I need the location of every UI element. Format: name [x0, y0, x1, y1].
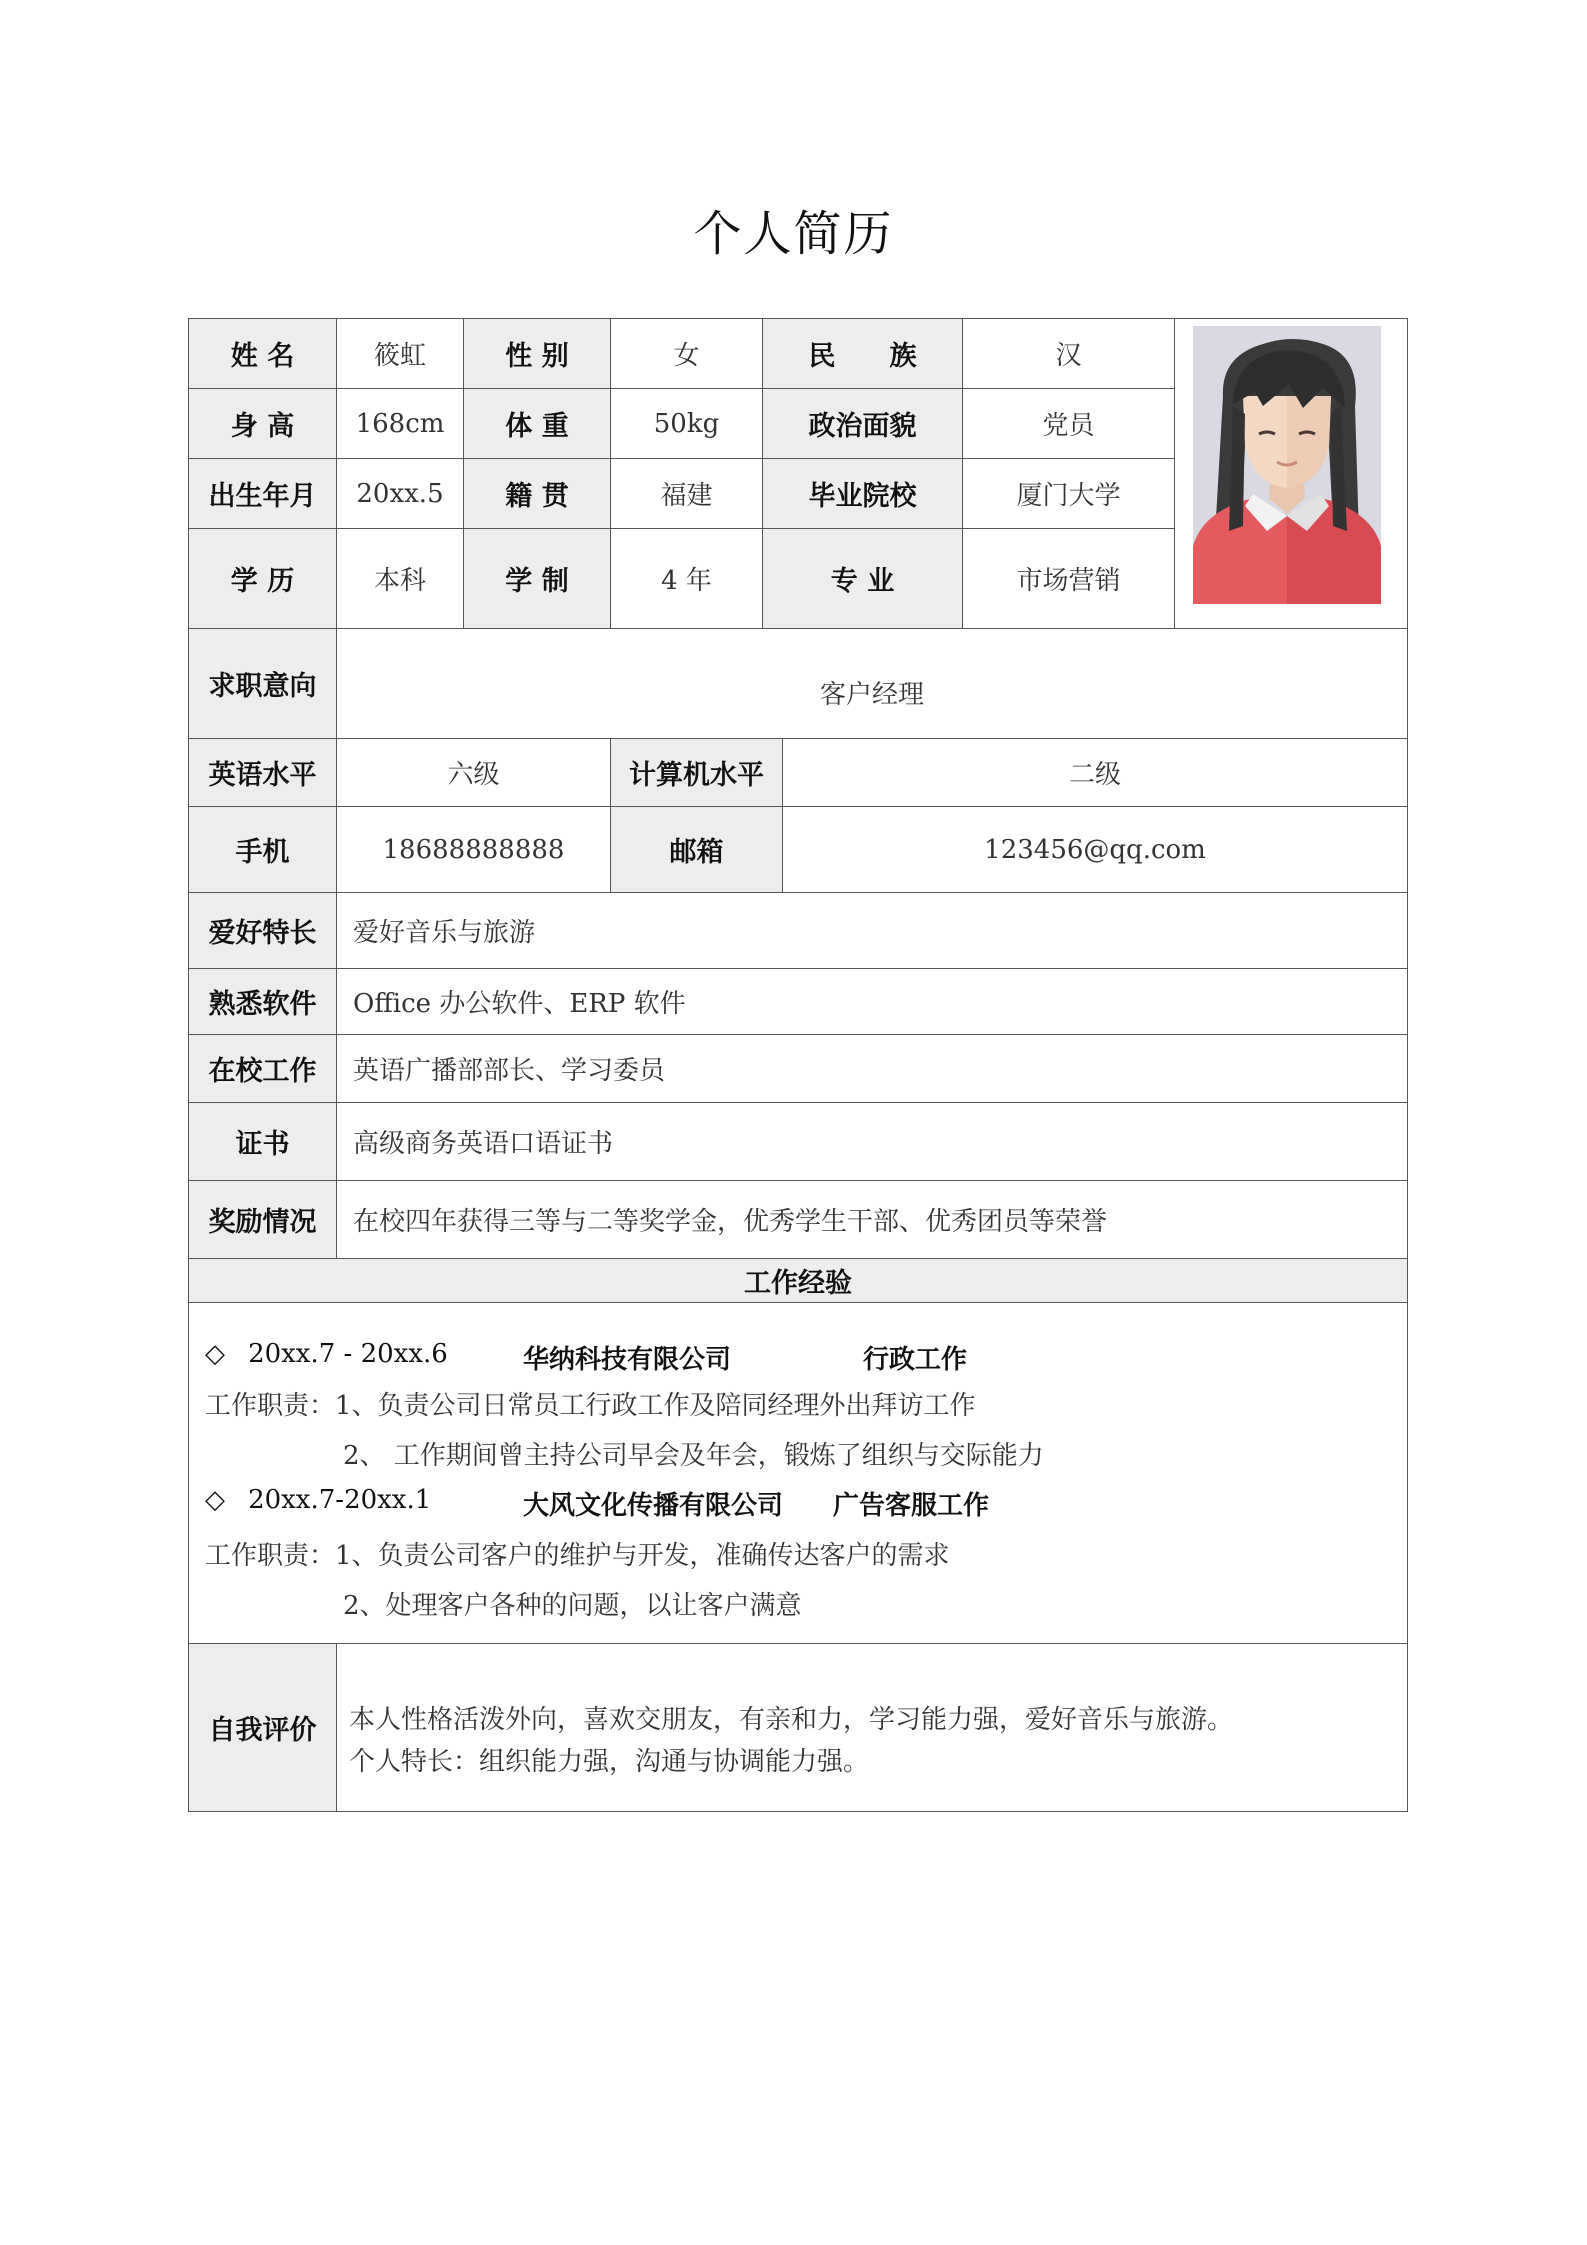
- job-2-duty-line-1: [205, 1535, 950, 1572]
- hobby-value: 爱好音乐与旅游: [337, 893, 1407, 969]
- ethnic-value: 汉: [963, 319, 1175, 389]
- diamond-bullet-icon: ◇: [205, 1485, 225, 1515]
- resume-table: [188, 318, 1408, 1812]
- major-label: 专 业: [763, 529, 963, 629]
- awards-label: 奖励情况: [189, 1181, 337, 1259]
- job-1-position: 行政工作: [863, 1345, 968, 1375]
- gender-value: 女: [611, 319, 763, 389]
- campus-value: 英语广播部部长、学习委员: [337, 1035, 1407, 1103]
- certificate-label: 证书: [189, 1103, 337, 1181]
- job-2-duty-1: 1、负责公司客户的维护与开发，准确传达客户的需求: [335, 1541, 950, 1571]
- software-value: Office 办公软件、ERP 软件: [337, 969, 1407, 1035]
- school-value: 厦门大学: [963, 459, 1175, 529]
- weight-label: 体 重: [464, 389, 611, 459]
- job-1-company: 华纳科技有限公司: [523, 1345, 732, 1375]
- job-1-duty-line-1: [205, 1385, 976, 1422]
- birth-label: 出生年月: [189, 459, 337, 529]
- name-label: 姓 名: [189, 319, 337, 389]
- native-value: 福建: [611, 459, 763, 529]
- english-label: 英语水平: [189, 739, 337, 807]
- photo-cell: [1175, 319, 1407, 629]
- duration-label: 学 制: [464, 529, 611, 629]
- job-2-duty-2: 2、处理客户各种的问题，以让客户满意: [343, 1591, 802, 1621]
- gender-label: 性 别: [464, 319, 611, 389]
- job-2-header: [205, 1485, 990, 1521]
- objective-label: 求职意向: [189, 629, 337, 739]
- job-2-position: 广告客服工作: [833, 1491, 990, 1521]
- school-label: 毕业院校: [763, 459, 963, 529]
- software-label: 熟悉软件: [189, 969, 337, 1035]
- job-2-duty-label: 工作职责：: [205, 1541, 336, 1571]
- self-eval-line-1: 本人性格活泼外向，喜欢交朋友，有亲和力，学习能力强，爱好音乐与旅游。: [349, 1705, 1234, 1735]
- phone-label: 手机: [189, 807, 337, 893]
- computer-label: 计算机水平: [611, 739, 783, 807]
- job-1-duty-label: 工作职责：: [205, 1391, 336, 1421]
- job-2-company: 大风文化传播有限公司: [523, 1491, 784, 1521]
- job-1-duty-1: 1、负责公司日常员工行政工作及陪同经理外出拜访工作: [335, 1391, 976, 1421]
- email-label: 邮箱: [611, 807, 783, 893]
- height-value: 168cm: [337, 389, 464, 459]
- degree-value: 本科: [337, 529, 464, 629]
- objective-value: 客户经理: [337, 629, 1407, 739]
- english-value: 六级: [337, 739, 611, 807]
- politics-value: 党员: [963, 389, 1175, 459]
- weight-value: 50kg: [611, 389, 763, 459]
- page-title: 个人简历: [693, 206, 894, 262]
- height-label: 身 高: [189, 389, 337, 459]
- major-value: 市场营销: [963, 529, 1175, 629]
- job-1-period: 20xx.7 - 20xx.6: [248, 1339, 448, 1369]
- native-label: 籍 贯: [464, 459, 611, 529]
- female-avatar-icon: [1193, 326, 1381, 604]
- name-value: 筱虹: [337, 319, 464, 389]
- work-header: 工作经验: [189, 1259, 1407, 1303]
- email-value: 123456@qq.com: [783, 807, 1407, 893]
- awards-value: 在校四年获得三等与二等奖学金，优秀学生干部、优秀团员等荣誉: [337, 1181, 1407, 1259]
- job-1-header: [205, 1339, 968, 1375]
- birth-value: 20xx.5: [337, 459, 464, 529]
- self-eval-line-2: 个人特长：组织能力强，沟通与协调能力强。: [349, 1747, 870, 1777]
- ethnic-label: 民 族: [763, 319, 963, 389]
- job-1-duty-2: 2、 工作期间曾主持公司早会及年会，锻炼了组织与交际能力: [343, 1441, 1044, 1471]
- diamond-bullet-icon: ◇: [205, 1339, 225, 1369]
- degree-label: 学 历: [189, 529, 337, 629]
- campus-label: 在校工作: [189, 1035, 337, 1103]
- politics-label: 政治面貌: [763, 389, 963, 459]
- phone-value: 18688888888: [337, 807, 611, 893]
- computer-value: 二级: [783, 739, 1407, 807]
- job-2-period: 20xx.7-20xx.1: [248, 1485, 432, 1515]
- self-eval-label: 自我评价: [189, 1644, 337, 1811]
- work-experience: [189, 1303, 1407, 1644]
- duration-value: 4 年: [611, 529, 763, 629]
- certificate-value: 高级商务英语口语证书: [337, 1103, 1407, 1181]
- hobby-label: 爱好特长: [189, 893, 337, 969]
